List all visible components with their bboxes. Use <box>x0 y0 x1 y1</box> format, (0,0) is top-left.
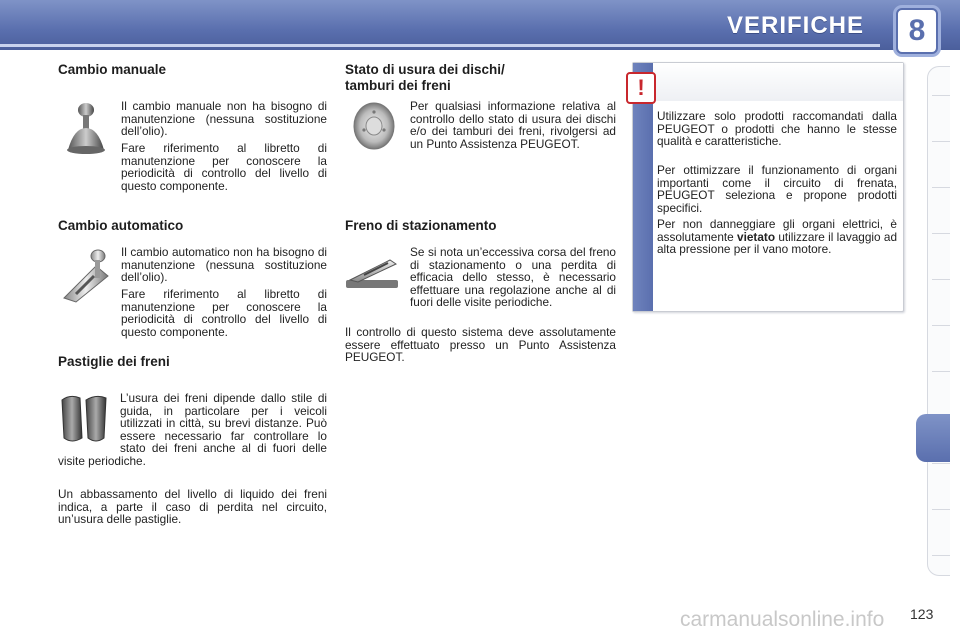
heading-line: Stato di usura dei dischi/ <box>345 62 505 77</box>
chapter-tab-active[interactable] <box>916 414 950 462</box>
paragraph: Il cambio manuale non ha bisogno di manutenzione (nessuna sostituzione dell’olio). <box>121 99 327 139</box>
paragraph: Fare riferimento al libretto di manutenzione per conoscere la periodicità di controllo del livello di questo componente. <box>121 287 327 339</box>
section-title: VERIFICHE <box>726 12 864 39</box>
paragraph: Fare riferimento al libretto di manutenzione per conoscere la periodicità di controllo del livello di questo componente. <box>121 141 327 193</box>
paragraph: Per qualsiasi informazione relativa al controllo dello stato di usura dei dischi e/o dei tamburi dei freni, rivolgersi ad un Punto Assistenza PEUGEOT. <box>410 99 616 151</box>
paragraph: Il cambio automatico non ha bisogno di manutenzione (nessuna sostituzione dell’olio). <box>121 245 327 285</box>
paragraph-pastiglie-1 <box>58 392 327 468</box>
heading-dischi <box>345 62 505 94</box>
warning-icon-symbol: ! <box>637 75 645 100</box>
brake-disc-icon <box>350 100 398 152</box>
heading-line: tamburi dei freni <box>345 78 451 93</box>
tab-divider <box>932 141 950 142</box>
chapter-number: 8 <box>908 14 926 47</box>
tab-divider <box>932 509 950 510</box>
paragraph: Il controllo di questo sistema deve assolutamente essere effettuato presso un Punto Assistenza PEUGEOT. <box>345 325 616 365</box>
heading-pastiglie: Pastiglie dei freni <box>58 354 170 369</box>
heading-cambio-automatico: Cambio automatico <box>58 218 184 233</box>
tab-divider <box>932 233 950 234</box>
parking-brake-lever-icon <box>344 252 400 292</box>
tab-divider <box>932 555 950 556</box>
heading-cambio-manuale: Cambio manuale <box>58 62 167 77</box>
tab-divider <box>932 371 950 372</box>
header-divider <box>0 44 880 47</box>
tab-divider <box>932 463 950 464</box>
warning-paragraph: Per ottimizzare il funzionamento di organi importanti come il circuito di frenata, PEUGEOT seleziona e propone prodotti specifici. <box>657 163 897 215</box>
chapter-tab-rail <box>927 66 950 576</box>
warning-paragraph-last <box>657 218 897 256</box>
tab-divider <box>932 325 950 326</box>
paragraph: Un abbassamento del livello di liquido dei freni indica, a parte il caso di perdita nel circuito, un’usura delle pastiglie. <box>58 487 327 527</box>
page-number: 123 <box>910 606 934 622</box>
watermark: carmanualsonline.info <box>680 608 885 631</box>
warning-box-header <box>653 63 903 101</box>
tab-divider <box>932 279 950 280</box>
warning-paragraph: Utilizzare solo prodotti raccomandati dalla PEUGEOT o prodotti che hanno le stesse qualità e caratteristiche. <box>657 109 897 149</box>
tab-divider <box>932 187 950 188</box>
paragraph: Se si nota un’eccessiva corsa del freno di stazionamento o una perdita di efficacia dello stesso, è necessario effettuare una regolazione anche al di fuori delle visite periodiche. <box>410 245 616 310</box>
heading-freno-stazionamento: Freno di stazionamento <box>345 218 497 233</box>
float-spacer <box>58 392 120 454</box>
warning-icon <box>626 72 656 104</box>
chapter-badge <box>896 8 938 54</box>
automatic-gear-selector-icon <box>58 246 112 304</box>
tab-divider <box>932 95 950 96</box>
manual-gear-lever-icon <box>60 100 108 156</box>
warning-text-bold: vietato <box>737 229 776 244</box>
paragraph-text: L’usura dei freni dipende dallo stile di guida, in particolare per i veicoli utilizzati in città, su brevi distanze. Può essere necessario far controllare lo stato dei freni anche al di fuori delle visite periodiche. <box>58 391 327 468</box>
warning-text: Per non danneggiare gli organi elettrici, è assolutamente <box>657 217 897 244</box>
warning-text: utilizzare il lavaggio ad alta pressione per il vano motore. <box>657 229 898 257</box>
